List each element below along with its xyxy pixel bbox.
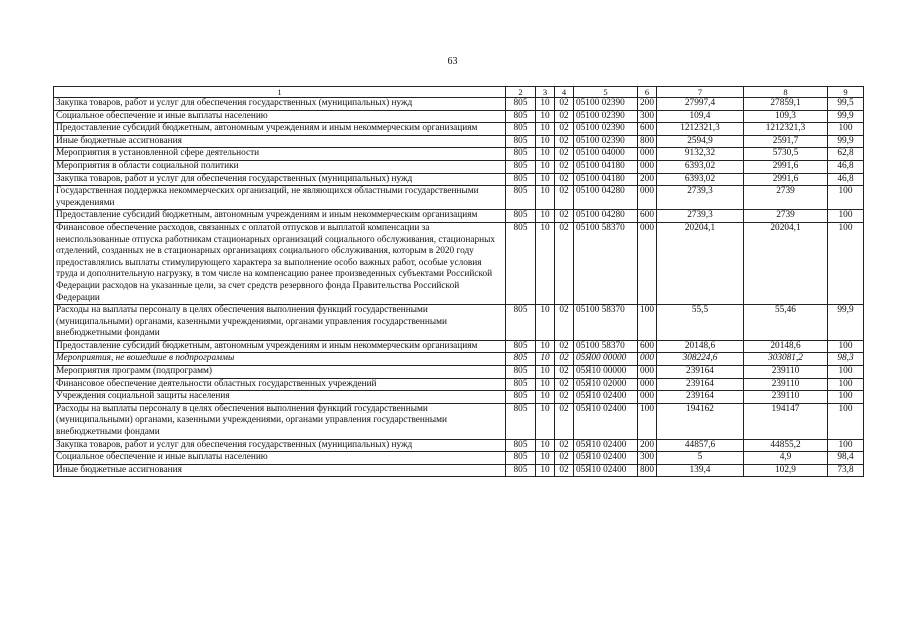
executed-amount-cell: 2739	[744, 186, 828, 210]
subsection-code-cell: 02	[555, 439, 574, 452]
expense-type-cell: 000	[638, 222, 657, 304]
executed-amount-cell: 2591,7	[744, 135, 828, 148]
execution-percent-cell: 100	[828, 186, 864, 210]
expense-type-cell: 000	[638, 353, 657, 366]
target-article-cell: 05Я10 02400	[574, 403, 638, 439]
expense-name-cell: Предоставление субсидий бюджетным, автономным учреждениям и иным некоммерческим организациям	[54, 340, 506, 353]
subsection-code-cell: 02	[555, 305, 574, 341]
section-code-cell: 10	[536, 98, 555, 111]
section-code-cell: 10	[536, 403, 555, 439]
expense-type-cell: 000	[638, 148, 657, 161]
section-code-cell: 10	[536, 210, 555, 223]
executed-amount-cell: 55,46	[744, 305, 828, 341]
planned-amount-cell: 109,4	[657, 110, 744, 123]
table-row	[54, 160, 864, 173]
table-row	[54, 452, 864, 465]
table-row	[54, 403, 864, 439]
subsection-code-cell: 02	[555, 403, 574, 439]
section-code-cell: 10	[536, 173, 555, 186]
expense-name-cell: Предоставление субсидий бюджетным, автономным учреждениям и иным некоммерческим организациям	[54, 210, 506, 223]
section-code-cell: 10	[536, 452, 555, 465]
target-article-cell: 05Я10 02400	[574, 464, 638, 477]
subsection-code-cell: 02	[555, 110, 574, 123]
table-row	[54, 123, 864, 136]
target-article-cell: 05100 04280	[574, 210, 638, 223]
subsection-code-cell: 02	[555, 148, 574, 161]
header-cell: 7	[657, 87, 744, 98]
department-code-cell: 805	[506, 148, 536, 161]
expense-type-cell: 000	[638, 366, 657, 379]
executed-amount-cell: 20204,1	[744, 222, 828, 304]
planned-amount-cell: 27997,4	[657, 98, 744, 111]
expense-type-cell: 600	[638, 123, 657, 136]
table-row	[54, 464, 864, 477]
executed-amount-cell: 5730,5	[744, 148, 828, 161]
header-cell: 6	[638, 87, 657, 98]
target-article-cell: 05100 02390	[574, 135, 638, 148]
target-article-cell: 05Я10 00000	[574, 366, 638, 379]
execution-percent-cell: 99,9	[828, 305, 864, 341]
department-code-cell: 805	[506, 340, 536, 353]
subsection-code-cell: 02	[555, 452, 574, 465]
department-code-cell: 805	[506, 366, 536, 379]
section-code-cell: 10	[536, 464, 555, 477]
execution-percent-cell: 46,8	[828, 160, 864, 173]
target-article-cell: 05100 04180	[574, 173, 638, 186]
header-cell: 9	[828, 87, 864, 98]
section-code-cell: 10	[536, 123, 555, 136]
subsection-code-cell: 02	[555, 340, 574, 353]
section-code-cell: 10	[536, 353, 555, 366]
target-article-cell: 05100 02390	[574, 123, 638, 136]
department-code-cell: 805	[506, 439, 536, 452]
expense-name-cell: Учреждения социальной защиты населения	[54, 391, 506, 404]
expense-name-cell: Финансовое обеспечение деятельности областных государственных учреждений	[54, 378, 506, 391]
execution-percent-cell: 100	[828, 123, 864, 136]
subsection-code-cell: 02	[555, 98, 574, 111]
execution-percent-cell: 99,9	[828, 135, 864, 148]
table-row	[54, 439, 864, 452]
execution-percent-cell: 98,4	[828, 452, 864, 465]
target-article-cell: 05Я00 00000	[574, 353, 638, 366]
table-row	[54, 391, 864, 404]
budget-execution-table	[53, 86, 864, 477]
department-code-cell: 805	[506, 210, 536, 223]
section-code-cell: 10	[536, 110, 555, 123]
department-code-cell: 805	[506, 173, 536, 186]
section-code-cell: 10	[536, 135, 555, 148]
subsection-code-cell: 02	[555, 210, 574, 223]
planned-amount-cell: 20148,6	[657, 340, 744, 353]
department-code-cell: 805	[506, 135, 536, 148]
executed-amount-cell: 239110	[744, 366, 828, 379]
target-article-cell: 05100 04280	[574, 186, 638, 210]
header-cell: 3	[536, 87, 555, 98]
expense-type-cell: 100	[638, 403, 657, 439]
executed-amount-cell: 239110	[744, 391, 828, 404]
expense-name-cell: Социальное обеспечение и иные выплаты населению	[54, 110, 506, 123]
target-article-cell: 05Я10 02400	[574, 439, 638, 452]
section-code-cell: 10	[536, 148, 555, 161]
execution-percent-cell: 100	[828, 439, 864, 452]
department-code-cell: 805	[506, 403, 536, 439]
section-code-cell: 10	[536, 305, 555, 341]
header-cell: 4	[555, 87, 574, 98]
planned-amount-cell: 239164	[657, 391, 744, 404]
execution-percent-cell: 100	[828, 378, 864, 391]
expense-type-cell: 000	[638, 186, 657, 210]
expense-name-cell: Расходы на выплаты персоналу в целях обеспечения выполнения функций государственными (муниципальными) органами, казенными учреждениями, органами управления государственными внебюджетными фондами	[54, 305, 506, 341]
department-code-cell: 805	[506, 186, 536, 210]
section-code-cell: 10	[536, 391, 555, 404]
expense-name-cell: Мероприятия, не вошедшие в подпрограммы	[54, 353, 506, 366]
planned-amount-cell: 5	[657, 452, 744, 465]
planned-amount-cell: 239164	[657, 378, 744, 391]
table-row	[54, 173, 864, 186]
expense-type-cell: 200	[638, 439, 657, 452]
table-row	[54, 210, 864, 223]
expense-name-cell: Мероприятия в области социальной политики	[54, 160, 506, 173]
section-code-cell: 10	[536, 186, 555, 210]
expense-type-cell: 200	[638, 98, 657, 111]
execution-percent-cell: 46,8	[828, 173, 864, 186]
execution-percent-cell: 62,8	[828, 148, 864, 161]
planned-amount-cell: 139,4	[657, 464, 744, 477]
execution-percent-cell: 73,8	[828, 464, 864, 477]
subsection-code-cell: 02	[555, 366, 574, 379]
expense-name-cell: Государственная поддержка некоммерческих организаций, не являющихся областными государственными учреждениями	[54, 186, 506, 210]
subsection-code-cell: 02	[555, 378, 574, 391]
expense-type-cell: 600	[638, 210, 657, 223]
expense-name-cell: Финансовое обеспечение расходов, связанных с оплатой отпусков и выплатой компенсации за неиспользованные отпуска работникам стационарных организаций социального обслуживания, стационарных отделений, созданных не в стационарных организациях социального обслуживания, которым в 2020 году предоставлялись выплаты стимулирующего характера за выполнение особо важных работ, особые условия труда и дополнительную нагрузку, в том числе на компенсацию ранее произведенных субъектами Российской Федерации расходов на указанные цели, за счет средств резервного фонда Правительства Российской Федерации	[54, 222, 506, 304]
planned-amount-cell: 194162	[657, 403, 744, 439]
executed-amount-cell: 239110	[744, 378, 828, 391]
section-code-cell: 10	[536, 378, 555, 391]
planned-amount-cell: 239164	[657, 366, 744, 379]
planned-amount-cell: 2739,3	[657, 210, 744, 223]
target-article-cell: 05Я10 02400	[574, 452, 638, 465]
target-article-cell: 05Я10 02000	[574, 378, 638, 391]
execution-percent-cell: 98,3	[828, 353, 864, 366]
section-code-cell: 10	[536, 340, 555, 353]
header-cell: 1	[54, 87, 506, 98]
subsection-code-cell: 02	[555, 353, 574, 366]
executed-amount-cell: 27859,1	[744, 98, 828, 111]
planned-amount-cell: 2594,9	[657, 135, 744, 148]
expense-name-cell: Мероприятия в установленной сфере деятельности	[54, 148, 506, 161]
planned-amount-cell: 9132,32	[657, 148, 744, 161]
target-article-cell: 05Я10 02400	[574, 391, 638, 404]
table-row	[54, 98, 864, 111]
target-article-cell: 05100 58370	[574, 340, 638, 353]
subsection-code-cell: 02	[555, 160, 574, 173]
execution-percent-cell: 99,5	[828, 98, 864, 111]
executed-amount-cell: 2739	[744, 210, 828, 223]
expense-type-cell: 100	[638, 305, 657, 341]
executed-amount-cell: 2991,6	[744, 173, 828, 186]
header-cell: 5	[574, 87, 638, 98]
department-code-cell: 805	[506, 222, 536, 304]
department-code-cell: 805	[506, 98, 536, 111]
table-row	[54, 186, 864, 210]
planned-amount-cell: 44857,6	[657, 439, 744, 452]
expense-name-cell: Социальное обеспечение и иные выплаты населению	[54, 452, 506, 465]
target-article-cell: 05100 02390	[574, 110, 638, 123]
execution-percent-cell: 100	[828, 366, 864, 379]
table-row	[54, 135, 864, 148]
table-row	[54, 366, 864, 379]
table-header-row	[54, 87, 864, 98]
section-code-cell: 10	[536, 439, 555, 452]
table-row	[54, 378, 864, 391]
expense-type-cell: 800	[638, 135, 657, 148]
execution-percent-cell: 100	[828, 403, 864, 439]
expense-name-cell: Закупка товаров, работ и услуг для обеспечения государственных (муниципальных) нужд	[54, 98, 506, 111]
department-code-cell: 805	[506, 305, 536, 341]
expense-name-cell: Закупка товаров, работ и услуг для обеспечения государственных (муниципальных) нужд	[54, 173, 506, 186]
expense-type-cell: 800	[638, 464, 657, 477]
expense-name-cell: Закупка товаров, работ и услуг для обеспечения государственных (муниципальных) нужд	[54, 439, 506, 452]
expense-type-cell: 000	[638, 391, 657, 404]
section-code-cell: 10	[536, 366, 555, 379]
executed-amount-cell: 2991,6	[744, 160, 828, 173]
table-row	[54, 148, 864, 161]
page-number: 63	[447, 56, 458, 67]
planned-amount-cell: 2739,3	[657, 186, 744, 210]
table-row	[54, 340, 864, 353]
expense-type-cell: 600	[638, 340, 657, 353]
department-code-cell: 805	[506, 378, 536, 391]
subsection-code-cell: 02	[555, 222, 574, 304]
expense-type-cell: 200	[638, 173, 657, 186]
table-row	[54, 305, 864, 341]
executed-amount-cell: 303081,2	[744, 353, 828, 366]
target-article-cell: 05100 58370	[574, 222, 638, 304]
target-article-cell: 05100 02390	[574, 98, 638, 111]
executed-amount-cell: 44855,2	[744, 439, 828, 452]
execution-percent-cell: 99,9	[828, 110, 864, 123]
planned-amount-cell: 6393,02	[657, 173, 744, 186]
section-code-cell: 10	[536, 160, 555, 173]
expense-name-cell: Иные бюджетные ассигнования	[54, 464, 506, 477]
subsection-code-cell: 02	[555, 186, 574, 210]
expense-name-cell: Иные бюджетные ассигнования	[54, 135, 506, 148]
table-body	[54, 87, 864, 477]
department-code-cell: 805	[506, 452, 536, 465]
executed-amount-cell: 20148,6	[744, 340, 828, 353]
expense-type-cell: 300	[638, 110, 657, 123]
header-cell: 2	[506, 87, 536, 98]
subsection-code-cell: 02	[555, 135, 574, 148]
executed-amount-cell: 109,3	[744, 110, 828, 123]
execution-percent-cell: 100	[828, 210, 864, 223]
planned-amount-cell: 1212321,3	[657, 123, 744, 136]
executed-amount-cell: 102,9	[744, 464, 828, 477]
planned-amount-cell: 308224,6	[657, 353, 744, 366]
table-row	[54, 222, 864, 304]
execution-percent-cell: 100	[828, 340, 864, 353]
subsection-code-cell: 02	[555, 391, 574, 404]
expense-type-cell: 000	[638, 378, 657, 391]
section-code-cell: 10	[536, 222, 555, 304]
target-article-cell: 05100 04000	[574, 148, 638, 161]
table-row	[54, 110, 864, 123]
subsection-code-cell: 02	[555, 464, 574, 477]
target-article-cell: 05100 58370	[574, 305, 638, 341]
subsection-code-cell: 02	[555, 173, 574, 186]
department-code-cell: 805	[506, 123, 536, 136]
planned-amount-cell: 6393,02	[657, 160, 744, 173]
department-code-cell: 805	[506, 464, 536, 477]
planned-amount-cell: 20204,1	[657, 222, 744, 304]
department-code-cell: 805	[506, 160, 536, 173]
expense-type-cell: 300	[638, 452, 657, 465]
department-code-cell: 805	[506, 391, 536, 404]
expense-name-cell: Мероприятия программ (подпрограмм)	[54, 366, 506, 379]
execution-percent-cell: 100	[828, 391, 864, 404]
department-code-cell: 805	[506, 353, 536, 366]
executed-amount-cell: 4,9	[744, 452, 828, 465]
expense-type-cell: 000	[638, 160, 657, 173]
header-cell: 8	[744, 87, 828, 98]
executed-amount-cell: 194147	[744, 403, 828, 439]
expense-name-cell: Предоставление субсидий бюджетным, автономным учреждениям и иным некоммерческим организациям	[54, 123, 506, 136]
execution-percent-cell: 100	[828, 222, 864, 304]
planned-amount-cell: 55,5	[657, 305, 744, 341]
department-code-cell: 805	[506, 110, 536, 123]
table-row	[54, 353, 864, 366]
target-article-cell: 05100 04180	[574, 160, 638, 173]
executed-amount-cell: 1212321,3	[744, 123, 828, 136]
subsection-code-cell: 02	[555, 123, 574, 136]
expense-name-cell: Расходы на выплаты персоналу в целях обеспечения выполнения функций государственными (муниципальными) органами, казенными учреждениями, органами управления государственными внебюджетными фондами	[54, 403, 506, 439]
